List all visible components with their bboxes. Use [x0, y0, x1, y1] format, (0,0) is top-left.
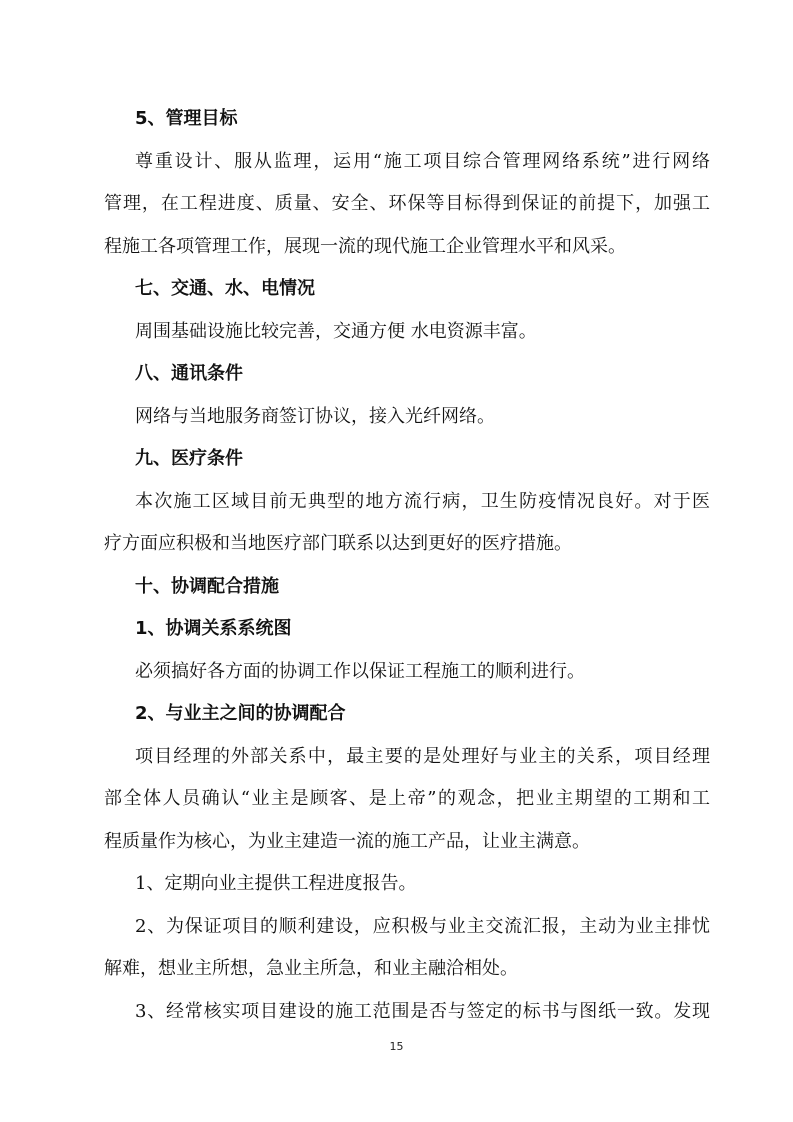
text-line: 必须搞好各方面的协调工作以保证工程施工的顺利进行。 — [135, 660, 585, 682]
paragraph — [104, 991, 710, 1034]
text-line: 网络与当地服务商签订协议，接入光纤网络。 — [135, 405, 495, 427]
text-line: 1、定期向业主提供工程进度报告。 — [135, 873, 417, 894]
text-line: 周围基础设施比较完善，交通方便 水电资源丰富。 — [135, 320, 537, 342]
section-heading: 十、协调配合措施 — [135, 575, 279, 597]
section-heading: 2、与业主之间的协调配合 — [135, 703, 346, 724]
paragraph — [104, 651, 710, 694]
paragraph — [104, 311, 710, 354]
text-line: 疗方面应积极和当地医疗部门联系以达到更好的医疗措施。 — [104, 533, 572, 554]
paragraph — [104, 481, 710, 566]
section-heading: 七、交通、水、电情况 — [135, 278, 315, 299]
paragraph — [104, 736, 710, 864]
section-heading: 八、通讯条件 — [135, 363, 243, 384]
section-heading: 九、医疗条件 — [135, 448, 243, 469]
text-line: 项目经理的外部关系中，最主要的是处理好与业主的关系，项目经理 — [135, 745, 710, 767]
paragraph — [104, 141, 710, 269]
text-line: 尊重设计、服从监理，运用“施工项目综合管理网络系统”进行网络 — [135, 150, 710, 172]
text-line: 程施工各项管理工作，展现一流的现代施工企业管理水平和风采。 — [104, 235, 626, 257]
document-body — [104, 98, 710, 1033]
text-line: 3、经常核实项目建设的施工范围是否与签定的标书与图纸一致。发现 — [135, 1000, 710, 1022]
text-line: 管理，在工程进度、质量、安全、环保等目标得到保证的前提下，加强工 — [104, 193, 710, 214]
text-line: 2、为保证项目的顺利建设，应积极与业主交流汇报，主动为业主排忧 — [135, 915, 710, 937]
text-line: 本次施工区域目前无典型的地方流行病，卫生防疫情况良好。对于医 — [135, 490, 710, 512]
page-number: 15 — [389, 1040, 404, 1053]
text-line: 程质量作为核心，为业主建造一流的施工产品，让业主满意。 — [104, 830, 590, 852]
text-line: 部全体人员确认“业主是顾客、是上帝”的观念，把业主期望的工期和工 — [104, 788, 710, 809]
section-heading: 1、协调关系系统图 — [135, 618, 292, 639]
text-line: 解难，想业主所想，急业主所急，和业主融洽相处。 — [104, 958, 518, 979]
paragraph — [104, 396, 710, 439]
paragraph — [104, 906, 710, 991]
paragraph — [104, 863, 710, 906]
section-heading: 5、管理目标 — [135, 108, 238, 129]
